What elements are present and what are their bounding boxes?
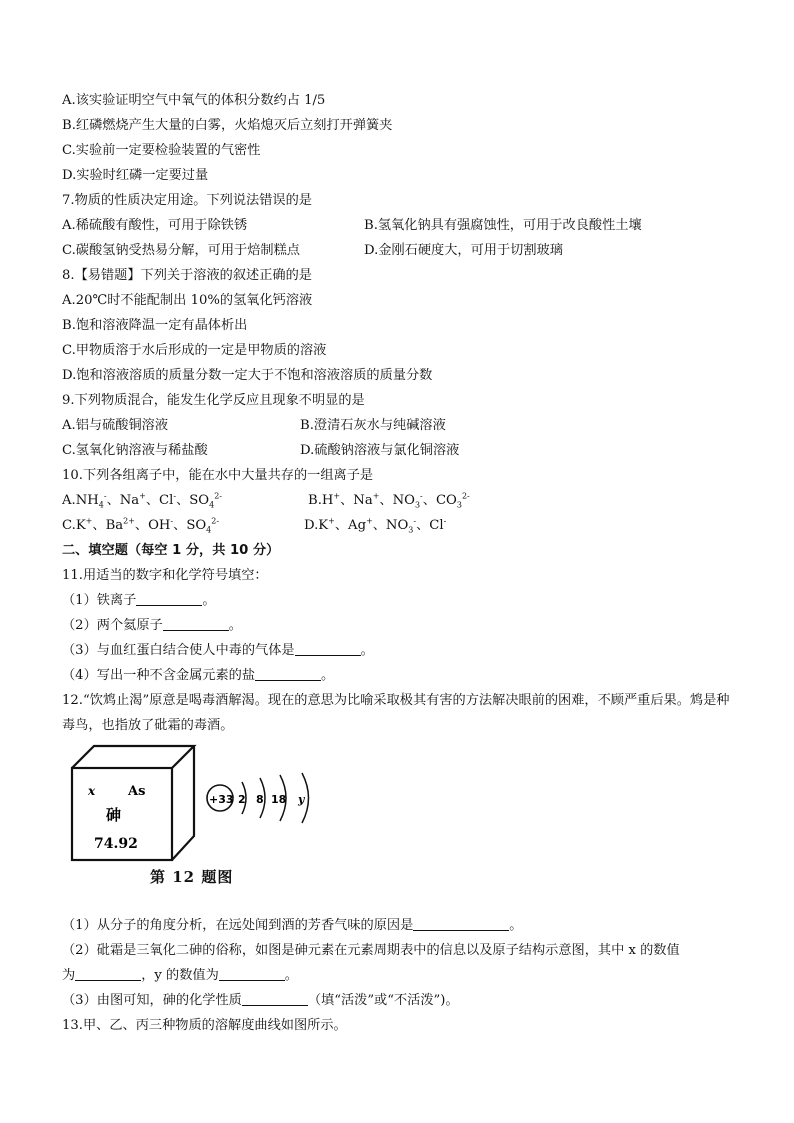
answer-blank[interactable] — [136, 590, 202, 606]
q9-option-b: B.澄清石灰水与纯碱溶液 — [300, 418, 446, 433]
shell-electron-count: y — [298, 793, 305, 806]
answer-blank[interactable] — [75, 965, 141, 981]
q10-option-a: $A.NH_4^-$、Na+、Cl-、$SO_4^{2-}$ — [62, 491, 222, 510]
answer-blank[interactable] — [219, 965, 285, 981]
exam-page — [62, 88, 732, 1038]
q6-option-d: D.实验时红磷一定要过量 — [62, 168, 209, 183]
q6-option-c: C.实验前一定要检验装置的气密性 — [62, 143, 261, 158]
q10-option-d: D.K+、Ag+、$NO_3^-$、Cl- — [304, 516, 447, 535]
q9-row-2 — [62, 438, 732, 463]
q9-row-1 — [62, 413, 732, 438]
figure-caption: 第 12 题图 — [150, 868, 234, 886]
q9-option-d: D.硫酸钠溶液与氯化铜溶液 — [300, 443, 460, 458]
q12-part-2b: 为 ，y 的数值为 。 — [62, 963, 732, 988]
atomic-mass: 74.92 — [94, 836, 138, 852]
shell-electron-count: 8 — [256, 793, 264, 806]
q7-option-d: D.金刚石硬度大，可用于切割玻璃 — [364, 243, 563, 258]
q13-stem: 13.甲、乙、丙三种物质的溶解度曲线如图所示。 — [62, 1018, 347, 1033]
q11-part-4: （4）写出一种不含金属元素的盐 。 — [62, 663, 732, 688]
cube-top-face — [72, 746, 194, 768]
q10-option-c: C.K+、$Ba^{2+}$、OH-、$SO_4^{2-}$ — [62, 516, 220, 535]
q9-stem: 9.下列物质混合，能发生化学反应且现象不明显的是 — [62, 393, 365, 408]
q7-stem: 7.物质的性质决定用途。下列说法错误的是 — [62, 193, 312, 208]
answer-blank[interactable] — [295, 640, 361, 656]
arsenic-element-diagram — [64, 738, 334, 863]
q10-row-2 — [62, 513, 732, 538]
atom-structure — [207, 773, 309, 823]
answer-blank[interactable] — [163, 615, 229, 631]
q8-option-d: D.饱和溶液溶质的质量分数一定大于不饱和溶液溶质的质量分数 — [62, 368, 433, 383]
q6-option-b: B.红磷燃烧产生大量的白雾，火焰熄灭后立刻打开弹簧夹 — [62, 118, 393, 133]
q7-row-1 — [62, 213, 732, 238]
q7-option-b: B.氢氧化钠具有强腐蚀性，可用于改良酸性土壤 — [364, 218, 642, 233]
q10-option-b: B.H+、Na+、$NO_3^-$、$CO_3^{2-}$ — [308, 491, 470, 510]
q8-option-b: B.饱和溶液降温一定有晶体析出 — [62, 318, 248, 333]
q8-option-c: C.甲物质溶于水后形成的一定是甲物质的溶液 — [62, 343, 327, 358]
answer-blank[interactable] — [255, 665, 321, 681]
q10-row-1 — [62, 488, 732, 513]
q9-option-a: A.铝与硫酸铜溶液 — [62, 418, 169, 433]
q12-figure — [64, 738, 732, 913]
q7-option-c: C.碳酸氢钠受热易分解，可用于焙制糕点 — [62, 243, 300, 258]
q12-part-3: （3）由图可知，砷的化学性质 （填“活泼”或“不活泼”)。 — [62, 988, 732, 1013]
q10-stem: 10.下列各组离子中，能在水中大量共存的一组离子是 — [62, 468, 374, 483]
cube-side-face — [172, 746, 194, 860]
q9-option-c: C.氢氧化钠溶液与稀盐酸 — [62, 443, 208, 458]
q7-option-a: A.稀硫酸有酸性，可用于除铁锈 — [62, 218, 248, 233]
q11-part-2: （2）两个氦原子 。 — [62, 613, 732, 638]
q8-option-a: A.20℃时不能配制出 10%的氢氧化钙溶液 — [62, 293, 313, 308]
atomic-number-label: x — [88, 784, 96, 798]
shell-electron-count: 2 — [238, 793, 246, 806]
q7-row-2 — [62, 238, 732, 263]
q6-option-a: A.该实验证明空气中氧气的体积分数约占 1/5 — [62, 93, 326, 108]
q11-part-1: （1）铁离子 。 — [62, 588, 732, 613]
q11-part-3: （3）与血红蛋白结合使人中毒的气体是 。 — [62, 638, 732, 663]
q11-stem: 11.用适当的数字和化学符号填空： — [62, 568, 268, 583]
shell-electron-count: 18 — [271, 793, 287, 806]
element-symbol: As — [128, 784, 146, 799]
nucleus-charge: +33 — [209, 793, 234, 806]
answer-blank[interactable] — [413, 915, 509, 931]
q8-stem: 8.【易错题】下列关于溶液的叙述正确的是 — [62, 268, 312, 283]
q12-stem: 12.“饮鸩止渴”原意是喝毒酒解渴。现在的意思为比喻采取极其有害的方法解决眼前的困难，不顾严重后果。鸩是种毒鸟，也指放了砒霜的毒酒。 — [62, 693, 730, 733]
q12-part-1: （1）从分子的角度分析，在远处闻到酒的芳香气味的原因是 。 — [62, 913, 732, 938]
element-name: 砷 — [106, 806, 122, 824]
answer-blank[interactable] — [242, 990, 308, 1006]
q12-part-2a: （2）砒霜是三氧化二砷的俗称，如图是砷元素在元素周期表中的信息以及原子结构示意图，其中 x 的数值 — [62, 943, 680, 958]
section-heading: 二、填空题（每空 1 分，共 10 分） — [62, 543, 280, 558]
